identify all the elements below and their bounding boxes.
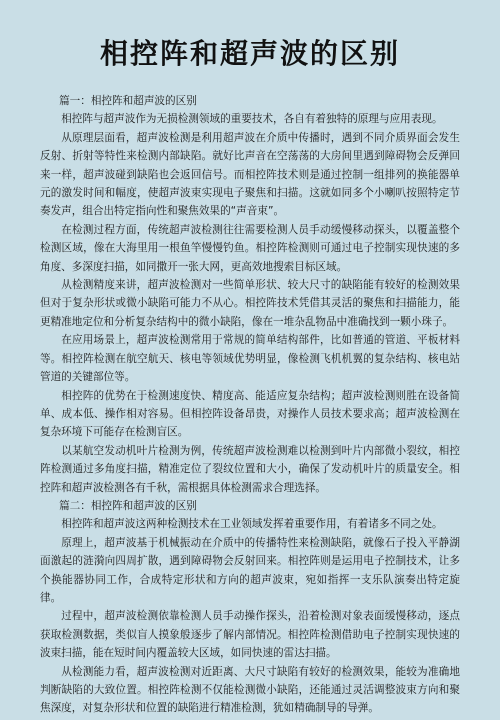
section-heading: 篇二：相控阵和超声波的区别	[59, 499, 197, 512]
paragraph: 原理上，超声波基于机械振动在介质中的传播特性来检测缺陷，就像石子投入平静湖面激起的涟漪向四周扩散，遇到障碍物会反射回来。相控阵则是运用电子控制技术，让多个换能器协同工作，合成特定形状和方向的超声波束，宛如指挥一支乐队演奏出特定旋律。	[40, 536, 460, 604]
paragraph: 在检测过程方面，传统超声波检测往往需要检测人员手动缓慢移动探头，以覆盖整个检测区域，像在大海里用一根鱼竿慢慢钓鱼。相控阵检测则可通过电子控制实现快速的多角度、多深度扫描，如同撒开一张大网，更高效地搜索目标区域。	[40, 223, 460, 273]
section-heading: 篇一：相控阵和超声波的区别	[59, 95, 197, 107]
paragraph: 相控阵的优势在于检测速度快、精度高、能适应复杂结构；超声波检测则胜在设备简单、成本低、操作相对容易。但相控阵设备昂贵，对操作人员技术要求高；超声波检测在复杂环境下可能存在检测盲区。	[40, 389, 460, 439]
paragraph: 在应用场景上，超声波检测常用于常规的简单结构部件，比如普通的管道、平板材料等。相控阵检测在航空航天、核电等领域优势明显，像检测飞机机翼的复杂结构、核电站管道的关键部位等。	[40, 334, 460, 384]
section-2	[40, 497, 460, 718]
paragraph: 相控阵和超声波这两种检测技术在工业领域发挥着重要作用，有着诸多不同之处。	[61, 518, 443, 531]
paragraph: 从检测能力看，超声波检测对近距离、大尺寸缺陷有较好的检测效果，能较为准确地判断缺陷的大致位置。相控阵检测不仅能检测微小缺陷，还能通过灵活调整波束方向和聚焦深度，对复杂形状和位置的缺陷进行精准检测，犹如精确制导的导弹。	[40, 665, 460, 715]
paragraph: 从检测精度来讲，超声波检测对一些简单形状、较大尺寸的缺陷能有较好的检测效果但对于复杂形状或微小缺陷可能力不从心。相控阵技术凭借其灵活的聚焦和扫描能力，能更精准地定位和分析复杂结构中的微小缺陷，像在一堆杂乱物品中准确找到一颗小珠子。	[40, 279, 460, 328]
section-1	[40, 92, 460, 497]
paragraph: 从原理层面看，超声波检测是利用超声波在介质中传播时，遇到不同介质界面会发生反射、折射等特性来检测内部缺陷。就好比声音在空荡荡的大房间里遇到障碍物会反弹回来一样，超声波碰到缺陷也会返回信号。而相控阵技术则是通过控制一组排列的换能器单元的激发时间和幅度，使超声波束实现电子聚焦和扫描。这就如同多个小喇叭按照特定节奏发声，组合出特定指向性和聚焦效果的“声音束”。	[40, 131, 460, 218]
paragraph: 过程中，超声波检测依靠检测人员手动操作探头，沿着检测对象表面缓慢移动，逐点获取检测数据，类似盲人摸象般逐步了解内部情况。相控阵检测借助电子控制实现快速的波束扫描，能在短时间内覆盖较大区域，如同快速的雷达扫描。	[40, 610, 460, 660]
paragraph: 相控阵与超声波作为无损检测领域的重要技术，各自有着独特的原理与应用表现。	[61, 113, 443, 126]
document-title: 相控阵和超声波的区别	[99, 37, 400, 70]
document-body	[40, 92, 460, 718]
paragraph: 以某航空发动机叶片检测为例，传统超声波检测难以检测到叶片内部微小裂纹，相控阵检测通过多角度扫描，精准定位了裂纹位置和大小，确保了发动机叶片的质量安全。相控阵和超声波检测各有千秋，需根据具体检测需求合理选择。	[40, 444, 460, 494]
